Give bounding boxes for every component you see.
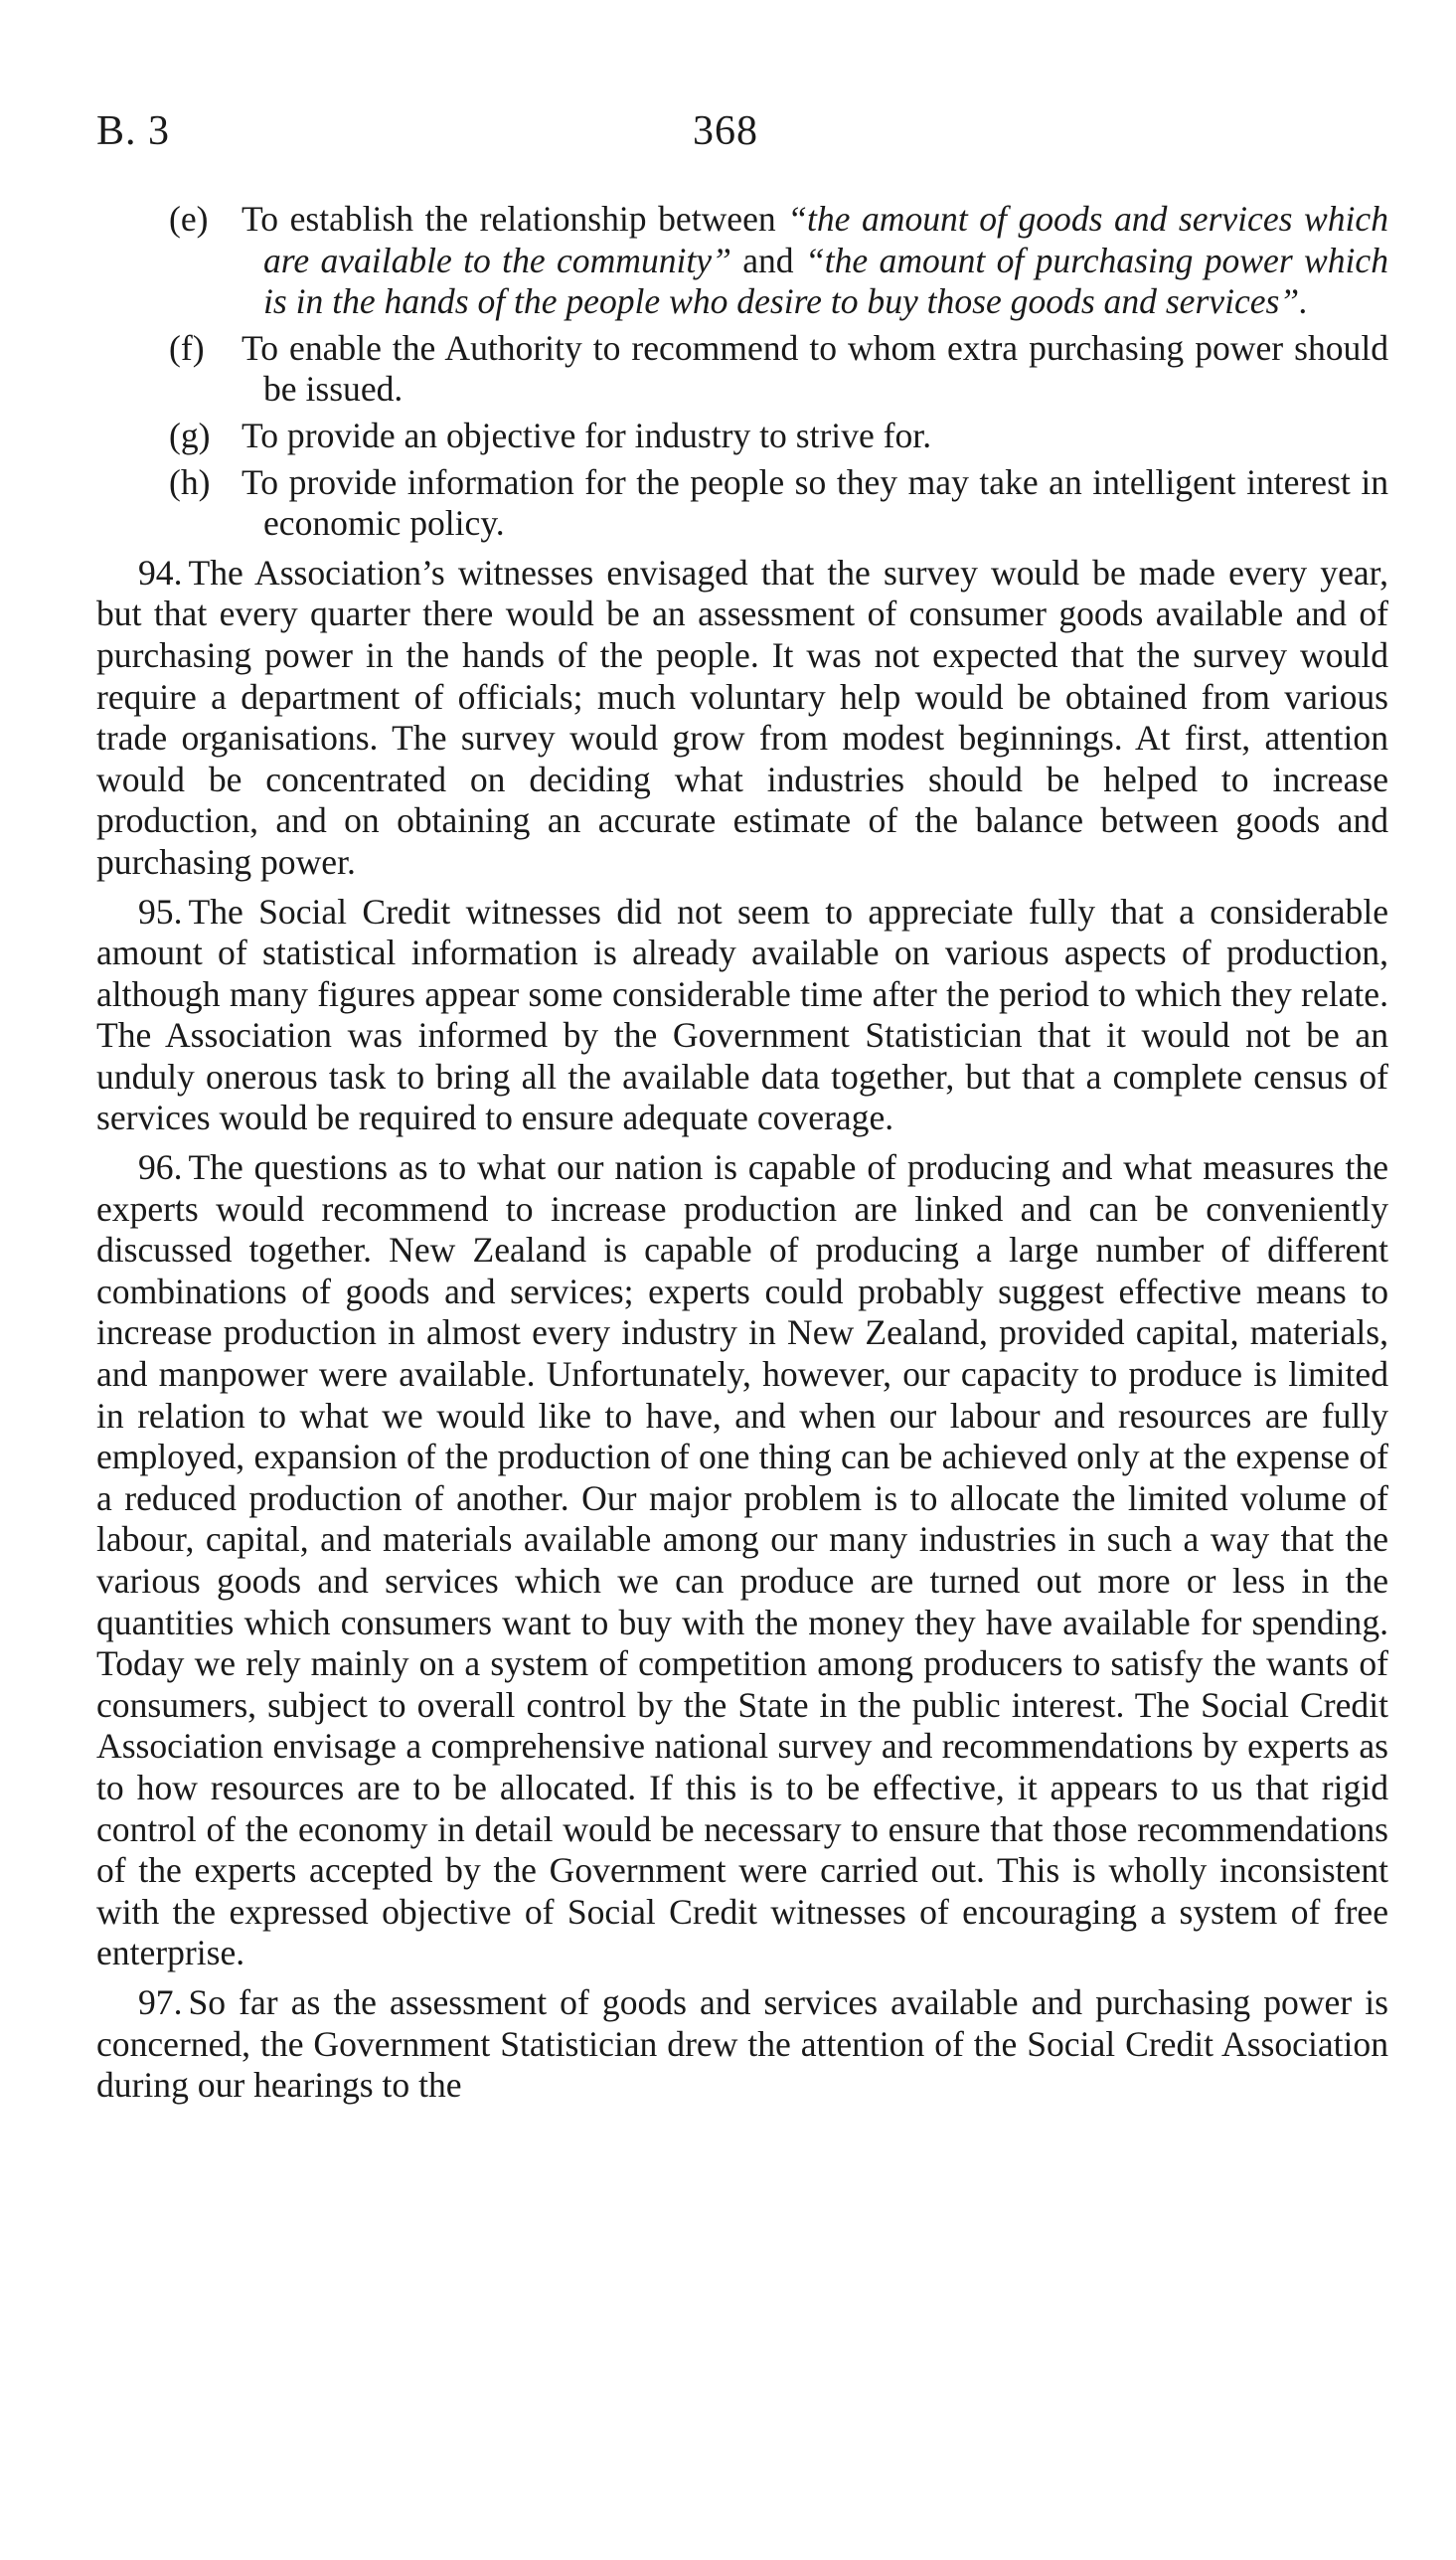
document-reference: B. 3 bbox=[96, 108, 171, 154]
page-header bbox=[96, 107, 1388, 157]
page-number: 368 bbox=[693, 108, 758, 154]
list-item-text: To provide information for the people so they may take an intelligent interest in economic policy. bbox=[242, 461, 1388, 544]
paragraph-text: The Social Credit witnesses did not seem to appreciate fully that a considerable amount of statistical information is already available on various aspects of production, although many figures appear some considerable time after the period to which they relate. The Association was informed by the Government Statistician that it would not be an unduly onerous task to bring all the available data together, but that a complete census of services would be required to ensure adequate coverage. bbox=[96, 891, 1388, 1138]
list-item-label: (g) bbox=[169, 415, 211, 455]
list-item-text: To enable the Authority to recommend to whom extra purchasing power should be issued. bbox=[242, 327, 1388, 410]
paragraph-96 bbox=[96, 1147, 1388, 1974]
paragraph-text: So far as the assessment of goods and services available and purchasing power is concerned, the Government Statistician drew the attention of the Social Credit Association during our hearings to the bbox=[96, 1981, 1388, 2106]
paragraph-number: 97. bbox=[138, 1981, 183, 2022]
list-item-label: (e) bbox=[169, 199, 209, 239]
paragraph-number: 94. bbox=[138, 552, 183, 593]
paragraph-94 bbox=[96, 553, 1388, 884]
body-text bbox=[96, 199, 1388, 2111]
list-item-text: To provide an objective for industry to strive for. bbox=[242, 415, 932, 455]
paragraph-text: The questions as to what our nation is capable of producing and what measures the experts would recommend to increase production are linked and can be conveniently discussed together. New Zealand is capable of producing a large number of different combinations of goods and services; experts could probably suggest effective means to increase production in almost every industry in New Zealand, provided capital, materials, and manpower were available. Unfortunately, however, our capacity to produce is limited in relation to what we would like to have, and when our labour and resources are fully employed, expansion of the production of one thing can be achieved only at the expense of a reduced production of another. Our major problem is to allocate the limited volume of labour, capital, and materials available among our many industries in such a way that the various goods and services which we can produce are turned out more or less in the quantities which consumers want to buy with the money they have available for spending. Today we rely mainly on a system of competition among producers to satisfy the wants of consumers, subject to overall control by the State in the public interest. The Social Credit Association envisage a comprehensive national survey and recommendations by experts as to how resources are to be allocated. If this is to be effective, it appears to us that rigid control of the economy in detail would be necessary to ensure that those recommendations of the experts accepted by the Government were carried out. This is wholly inconsistent with the expressed objective of Social Credit witnesses of encouraging a system of free enterprise. bbox=[96, 1147, 1388, 1973]
list-item-label: (h) bbox=[169, 461, 211, 502]
paragraph-number: 96. bbox=[138, 1147, 183, 1188]
list-item bbox=[96, 328, 1388, 411]
paragraph-text: The Association’s witnesses envisaged that the survey would be made every year, but that every quarter there would be an assessment of consumer goods available and of purchasing power in the hands of the people. It was not expected that the survey would require a department of officials; much voluntary help would be obtained from various trade organisations. The survey would grow from modest beginnings. At first, attention would be concentrated on deciding what industries should be helped to increase production, and on obtaining an accurate estimate of the balance between goods and purchasing power. bbox=[96, 552, 1388, 882]
paragraph-97 bbox=[96, 1982, 1388, 2107]
list-item: (e) To establish the relationship between “the amount of goods and services which are available to the community” and “the amount of purchasing power which is in the hands of the people who desire to buy those goods and services”. bbox=[169, 199, 1388, 322]
list-item-label: (f) bbox=[169, 327, 205, 368]
list-item bbox=[96, 416, 1388, 457]
italic-quote: “the amount of purchasing power which is in the hands of the people who desire to buy those goods and services”. bbox=[263, 240, 1388, 322]
paragraph-95 bbox=[96, 892, 1388, 1140]
paragraph-number: 95. bbox=[138, 891, 183, 932]
list-item bbox=[96, 462, 1388, 545]
italic-quote: “the amount of goods and services which are available to the community” bbox=[263, 199, 1388, 280]
